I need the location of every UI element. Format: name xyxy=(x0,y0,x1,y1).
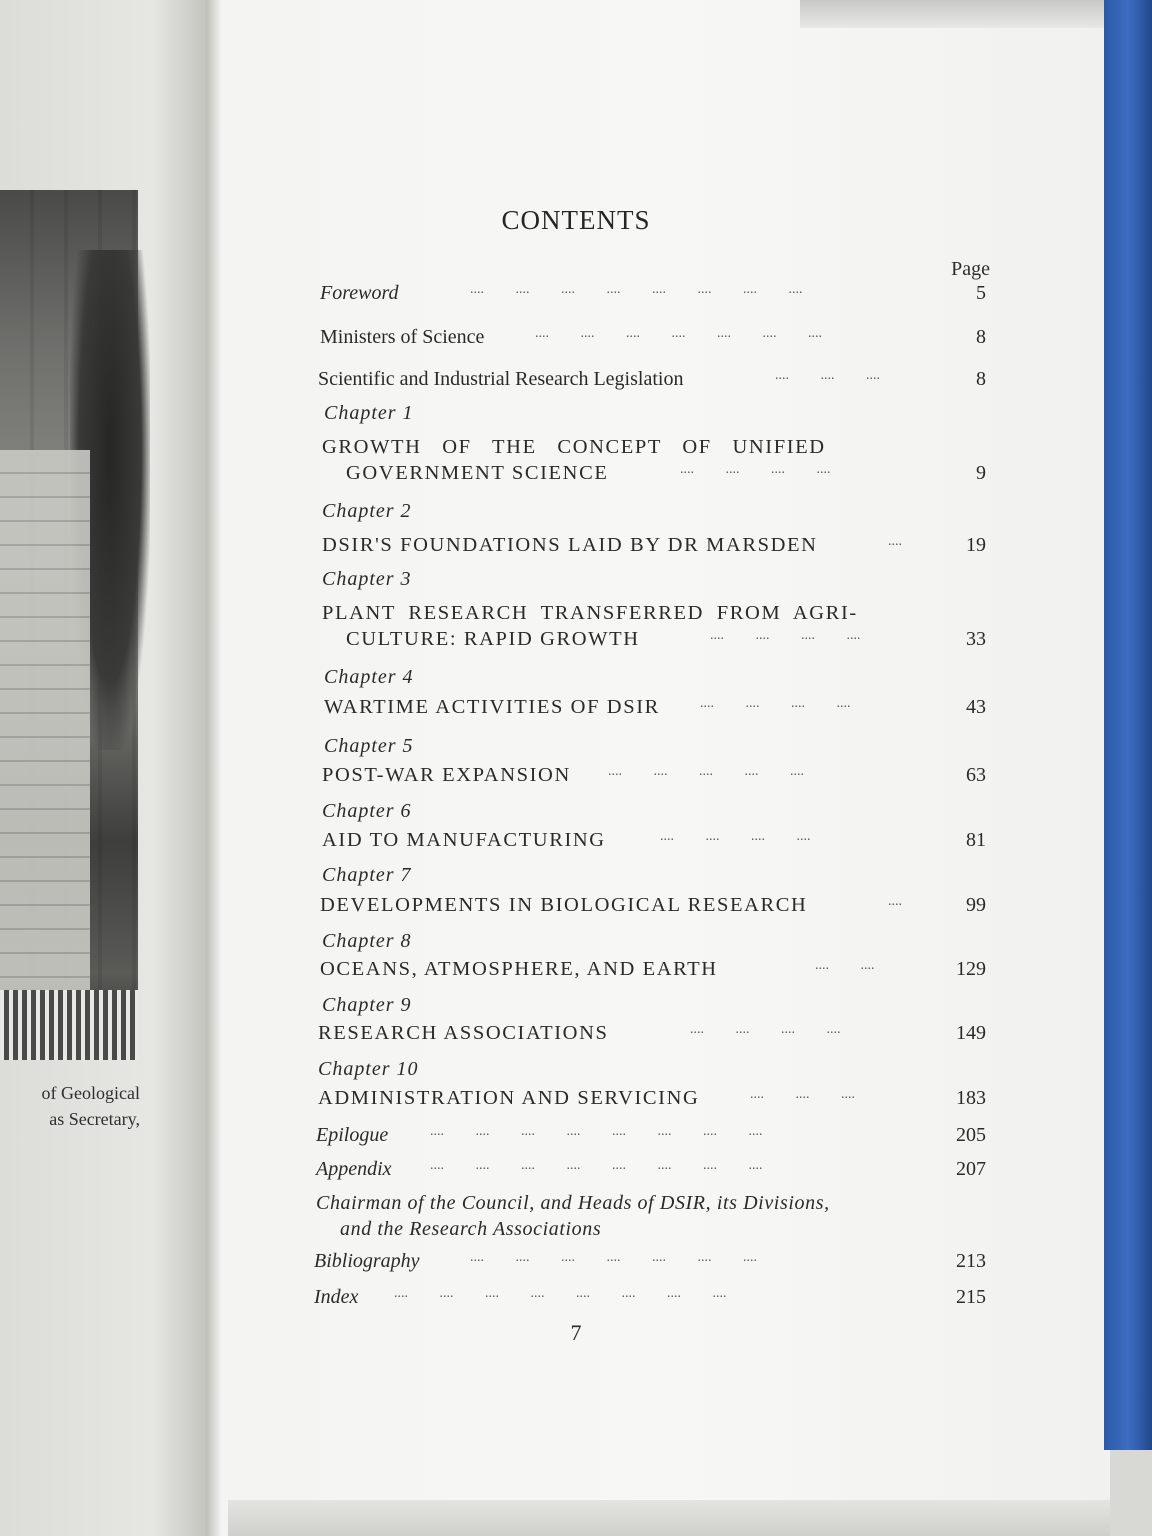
leader-dots: .... xyxy=(888,534,902,549)
toc-entry-ministers xyxy=(0,326,1152,358)
top-edge-tape xyxy=(800,0,1130,28)
leader-dots: .... .... .... .... .... .... .... xyxy=(470,1250,757,1265)
leader-dots: .... xyxy=(888,894,902,909)
chapter-5-heading xyxy=(0,735,1152,767)
chapter-title: AID TO MANUFACTURING xyxy=(322,829,606,851)
toc-page-number: 205 xyxy=(956,1124,986,1146)
toc-page-number: 149 xyxy=(956,1022,986,1044)
chapter-label: Chapter 8 xyxy=(322,930,412,952)
toc-page-number: 43 xyxy=(966,696,986,718)
chapter-4-title xyxy=(0,696,1152,728)
leader-dots: .... .... .... .... xyxy=(710,628,861,643)
chapter-title: CULTURE: RAPID GROWTH xyxy=(346,628,640,650)
chapter-title: DEVELOPMENTS IN BIOLOGICAL RESEARCH xyxy=(320,894,808,916)
chapter-title: RESEARCH ASSOCIATIONS xyxy=(318,1022,609,1044)
leader-dots: .... .... .... .... .... .... .... .... xyxy=(394,1286,727,1301)
toc-entry-index xyxy=(0,1286,1152,1318)
chapter-title: POST-WAR EXPANSION xyxy=(322,764,571,786)
chapter-title: WARTIME ACTIVITIES OF DSIR xyxy=(324,696,660,718)
toc-entry-epilogue xyxy=(0,1124,1152,1156)
chapter-title: PLANT RESEARCH TRANSFERRED FROM AGRI- xyxy=(322,602,858,624)
chapter-6-heading xyxy=(0,800,1152,832)
toc-page-number: 183 xyxy=(956,1087,986,1109)
leader-dots: .... .... .... .... .... xyxy=(608,764,804,779)
chapter-label: Chapter 6 xyxy=(322,800,412,822)
chapter-2-title xyxy=(0,534,1152,566)
chapter-title: OCEANS, ATMOSPHERE, AND EARTH xyxy=(320,958,718,980)
chapter-3-heading xyxy=(0,568,1152,600)
leader-dots: .... .... .... .... xyxy=(660,829,811,844)
toc-page-number: 81 xyxy=(966,829,986,851)
leader-dots: .... .... .... .... xyxy=(680,462,831,477)
chapter-7-heading xyxy=(0,864,1152,896)
toc-page-number: 19 xyxy=(966,534,986,556)
leader-dots: .... .... xyxy=(815,958,875,973)
leader-dots: .... .... .... .... .... .... .... .... xyxy=(430,1158,763,1173)
chapter-label: Chapter 7 xyxy=(322,864,412,886)
toc-label: Appendix xyxy=(316,1158,392,1180)
chapter-6-title xyxy=(0,829,1152,861)
toc-label: Index xyxy=(314,1286,359,1308)
chapter-label: Chapter 4 xyxy=(324,666,414,688)
cover-corner xyxy=(1110,1450,1152,1536)
toc-label: Foreword xyxy=(320,282,399,304)
toc-page-number: 213 xyxy=(956,1250,986,1272)
chapter-2-heading xyxy=(0,500,1152,532)
chapter-4-heading xyxy=(0,666,1152,698)
toc-entry-appendix xyxy=(0,1158,1152,1190)
chapter-label: Chapter 1 xyxy=(324,402,414,424)
toc-label: Ministers of Science xyxy=(320,326,485,348)
chapter-1-title-line-2 xyxy=(0,462,1152,494)
toc-label: Epilogue xyxy=(316,1124,389,1146)
chapter-1-heading xyxy=(0,402,1152,434)
toc-page-number: 8 xyxy=(976,326,986,348)
leader-dots: .... .... .... xyxy=(775,368,880,383)
caption-line-2: as Secretary, xyxy=(49,1109,140,1129)
toc-page-number: 129 xyxy=(956,958,986,980)
chapter-label: Chapter 10 xyxy=(318,1058,419,1080)
toc-label: Bibliography xyxy=(314,1250,420,1272)
toc-page-number: 215 xyxy=(956,1286,986,1308)
chapter-3-title-line-2 xyxy=(0,628,1152,660)
toc-label: Chairman of the Council, and Heads of DSIR, its Divisions, xyxy=(316,1192,830,1214)
chapter-9-title xyxy=(0,1022,1152,1054)
toc-page-number: 33 xyxy=(966,628,986,650)
chapter-7-title xyxy=(0,894,1152,926)
chapter-label: Chapter 5 xyxy=(324,735,414,757)
caption-line-1: of Geological xyxy=(41,1083,140,1103)
page-number-folio: 7 xyxy=(570,1320,582,1345)
leader-dots: .... .... .... .... .... .... .... .... xyxy=(430,1124,763,1139)
chapter-8-title xyxy=(0,958,1152,990)
toc-page-number: 207 xyxy=(956,1158,986,1180)
page-bottom-edge xyxy=(228,1500,1110,1536)
chapter-label: Chapter 2 xyxy=(322,500,412,522)
toc-label: Scientific and Industrial Research Legislation xyxy=(318,368,684,390)
chapter-label: Chapter 3 xyxy=(322,568,412,590)
contents-title: CONTENTS xyxy=(501,205,651,235)
chapter-label: Chapter 9 xyxy=(322,994,412,1016)
toc-label: and the Research Associations xyxy=(340,1218,602,1240)
leader-dots: .... .... .... .... xyxy=(690,1022,841,1037)
chapter-10-title xyxy=(0,1087,1152,1119)
leader-dots: .... .... .... .... .... .... .... xyxy=(535,326,822,341)
leader-dots: .... .... .... xyxy=(750,1087,855,1102)
page-column-header: Page xyxy=(951,258,990,280)
toc-page-number: 5 xyxy=(976,282,986,304)
chapter-title: ADMINISTRATION AND SERVICING xyxy=(318,1087,700,1109)
chapter-title: DSIR'S FOUNDATIONS LAID BY DR MARSDEN xyxy=(322,534,818,556)
leader-dots: .... .... .... .... .... .... .... .... xyxy=(470,282,803,297)
toc-page-number: 99 xyxy=(966,894,986,916)
toc-page-number: 63 xyxy=(966,764,986,786)
toc-entry-bibliography xyxy=(0,1250,1152,1282)
toc-entry-chairman-line-2 xyxy=(0,1218,1152,1250)
chapter-10-heading xyxy=(0,1058,1152,1090)
toc-page-number: 9 xyxy=(976,462,986,484)
toc-entry-foreword xyxy=(0,282,1152,314)
chapter-title: GROWTH OF THE CONCEPT OF UNIFIED xyxy=(322,436,826,458)
leader-dots: .... .... .... .... xyxy=(700,696,851,711)
toc-page-number: 8 xyxy=(976,368,986,390)
chapter-title: GOVERNMENT SCIENCE xyxy=(346,462,609,484)
toc-entry-legislation xyxy=(0,368,1152,400)
chapter-5-title xyxy=(0,764,1152,796)
